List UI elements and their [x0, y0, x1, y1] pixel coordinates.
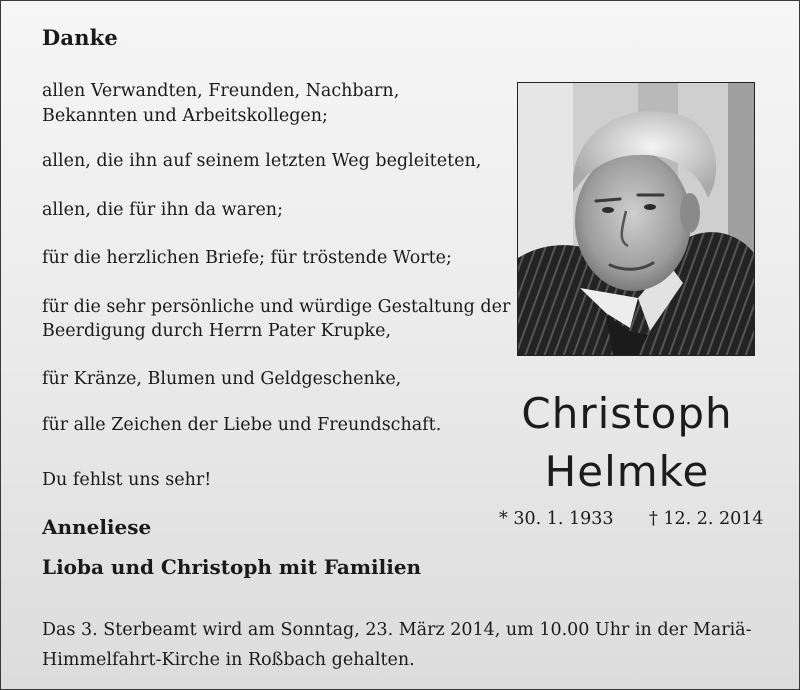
birth-date: * 30. 1. 1933 — [499, 509, 614, 529]
service-notice-line: Das 3. Sterbeamt wird am Sonntag, 23. März 2014, um 10.00 Uhr in der Mariä- — [42, 620, 752, 640]
signature-family: Lioba und Christoph mit Familien — [42, 555, 422, 579]
service-notice — [42, 615, 762, 675]
thanks-line: für die sehr persönliche und würdige Gestaltung der — [42, 297, 511, 317]
portrait-illustration — [518, 83, 754, 355]
deceased-first-name: Christoph — [521, 389, 733, 438]
death-date: † 12. 2. 2014 — [649, 509, 764, 529]
thanks-line: allen Verwandten, Freunden, Nachbarn, — [42, 81, 400, 101]
heading: Danke — [42, 25, 118, 50]
thanks-line: Bekannten und Arbeitskollegen; — [42, 106, 328, 126]
signature-name: Anneliese — [42, 515, 152, 539]
service-notice-line: Himmelfahrt-Kirche in Roßbach gehalten. — [42, 650, 415, 670]
thanks-line: allen, die ihn auf seinem letzten Weg begleiteten, — [42, 151, 482, 171]
closing-line: Du fehlst uns sehr! — [42, 470, 212, 490]
thanks-line: für die herzlichen Briefe; für tröstende Worte; — [42, 248, 452, 268]
thanks-line: allen, die für ihn da waren; — [42, 200, 283, 220]
thanks-line: Beerdigung durch Herrn Pater Krupke, — [42, 321, 392, 341]
thanks-line: für Kränze, Blumen und Geldgeschenke, — [42, 369, 402, 389]
portrait-photo — [517, 82, 755, 356]
deceased-last-name: Helmke — [544, 447, 710, 496]
thanks-line: für alle Zeichen der Liebe und Freundschaft. — [42, 415, 442, 435]
